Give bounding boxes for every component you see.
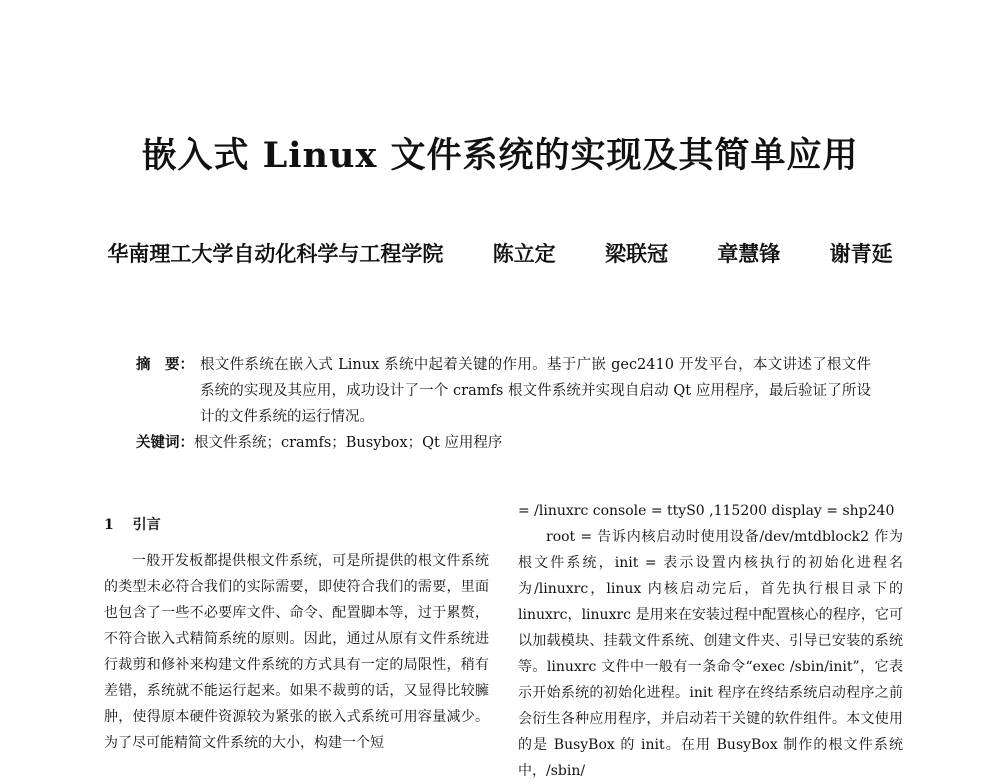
abstract-row xyxy=(136,352,871,430)
author-name: 章慧锋 xyxy=(717,241,781,266)
author-line xyxy=(0,238,1000,268)
affiliation: 华南理工大学自动化科学与工程学院 xyxy=(107,241,444,266)
right-column xyxy=(518,498,903,784)
section-heading xyxy=(104,512,489,538)
section-number: 1 xyxy=(104,517,114,533)
section-title: 引言 xyxy=(132,517,161,533)
keywords-label: 关键词： xyxy=(136,434,194,451)
paper-title: 嵌入式 Linux 文件系统的实现及其简单应用 xyxy=(141,135,859,176)
boot-paragraph: root = 告诉内核启动时使用设备/dev/mtdblock2 作为根文件系统，init = 表示设置内核执行的初始化进程名为/linuxrc，linux 内核启动完后，首先执行根目录下的 linuxrc，linuxrc 是用来在安装过程中配置核心的程序，它可以加载模块、挂载文件系统、创建文件夹、引导已安装的系统等。linuxrc 文件中一般有一条命令“exec /sbin/init”，它表示开始系统的初始化进程。init 程序在终结系统启动程序之前会衍生各种应用程序，并启动若干关键的软件组件。本文使用的是 BusyBox 的 init。在用 BusyBox 制作的根文件系统中，/sbin/ xyxy=(518,529,903,779)
keywords-row xyxy=(136,430,871,456)
keywords-text: 根文件系统；cramfs；Busybox；Qt 应用程序 xyxy=(194,435,503,451)
abstract-label: 摘 要： xyxy=(136,356,194,373)
intro-paragraph: 一般开发板都提供根文件系统，可是所提供的根文件系统的类型未必符合我们的实际需要，即使符合我们的需要，里面也包含了一些不必要库文件、命令、配置脚本等，过于累赘，不符合嵌入式精简系统的原则。因此，通过从原有文件系统进行裁剪和修补来构建文件系统的方式具有一定的局限性，稍有差错，系统就不能运行起来。如果不裁剪的话，又显得比较臃肿，使得原本硬件资源较为紧张的嵌入式系统可用容量减少。为了尽可能精简文件系统的大小，构建一个短 xyxy=(104,553,489,751)
author-name: 梁联冠 xyxy=(605,241,668,266)
author-name: 陈立定 xyxy=(492,241,556,266)
left-column xyxy=(104,512,489,756)
boot-args-line: = /linuxrc console = ttyS0 ,115200 display = shp240 xyxy=(518,503,895,519)
abstract-text: 根文件系统在嵌入式 Linux 系统中起着关键的作用。基于广嵌 gec2410 开发平台，本文讲述了根文件系统的实现及其应用，成功设计了一个 cramfs 根文件系统并实现自启动 Qt 应用程序，最后验证了所设计的文件系统的运行情况。 xyxy=(200,357,871,425)
author-name: 谢青延 xyxy=(829,241,893,266)
abstract-block xyxy=(136,352,871,456)
